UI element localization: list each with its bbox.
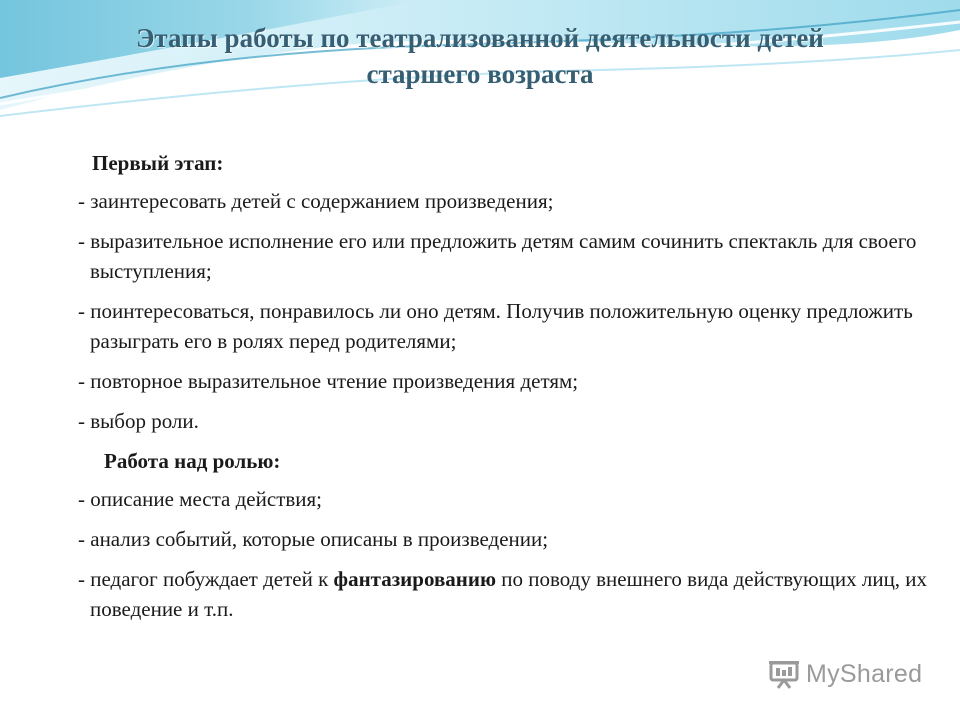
list-item: - выбор роли. — [78, 409, 199, 433]
list-item: - повторное выразительное чтение произведения детям; — [78, 369, 579, 393]
list-item: - выразительное исполнение его или предложить детям самим сочинить спектакль для своего выступления; — [78, 229, 917, 283]
stage1-heading: Первый этап: — [92, 151, 224, 175]
item-text-after: по поводу внешнего вида действующих лиц, их поведение и т.п. — [90, 567, 928, 621]
list-item: - описание места действия; — [78, 487, 323, 511]
projector-screen-icon — [768, 659, 800, 689]
slide-title — [40, 20, 920, 92]
item-text-emphasis: фантазированию — [333, 567, 497, 591]
list-item-emphasis — [78, 564, 928, 624]
myshared-watermark — [768, 657, 922, 691]
item-text-before: - педагог побуждает детей к — [78, 567, 334, 591]
list-item: - заинтересовать детей с содержанием произведения; — [78, 189, 554, 213]
list-item: - анализ событий, которые описаны в произведении; — [78, 527, 549, 551]
list-item: - поинтересоваться, понравилось ли оно детям. Получив положительную оценку предложить разыграть его в ролях перед родителями; — [78, 299, 913, 353]
stage2-heading: Работа над ролью: — [104, 449, 281, 473]
title-line-2: старшего возраста — [366, 59, 594, 89]
title-line-1: Этапы работы по театрализованной деятельности детей — [136, 23, 824, 53]
slide-body — [78, 148, 928, 634]
watermark-text: MyShared — [806, 659, 923, 688]
